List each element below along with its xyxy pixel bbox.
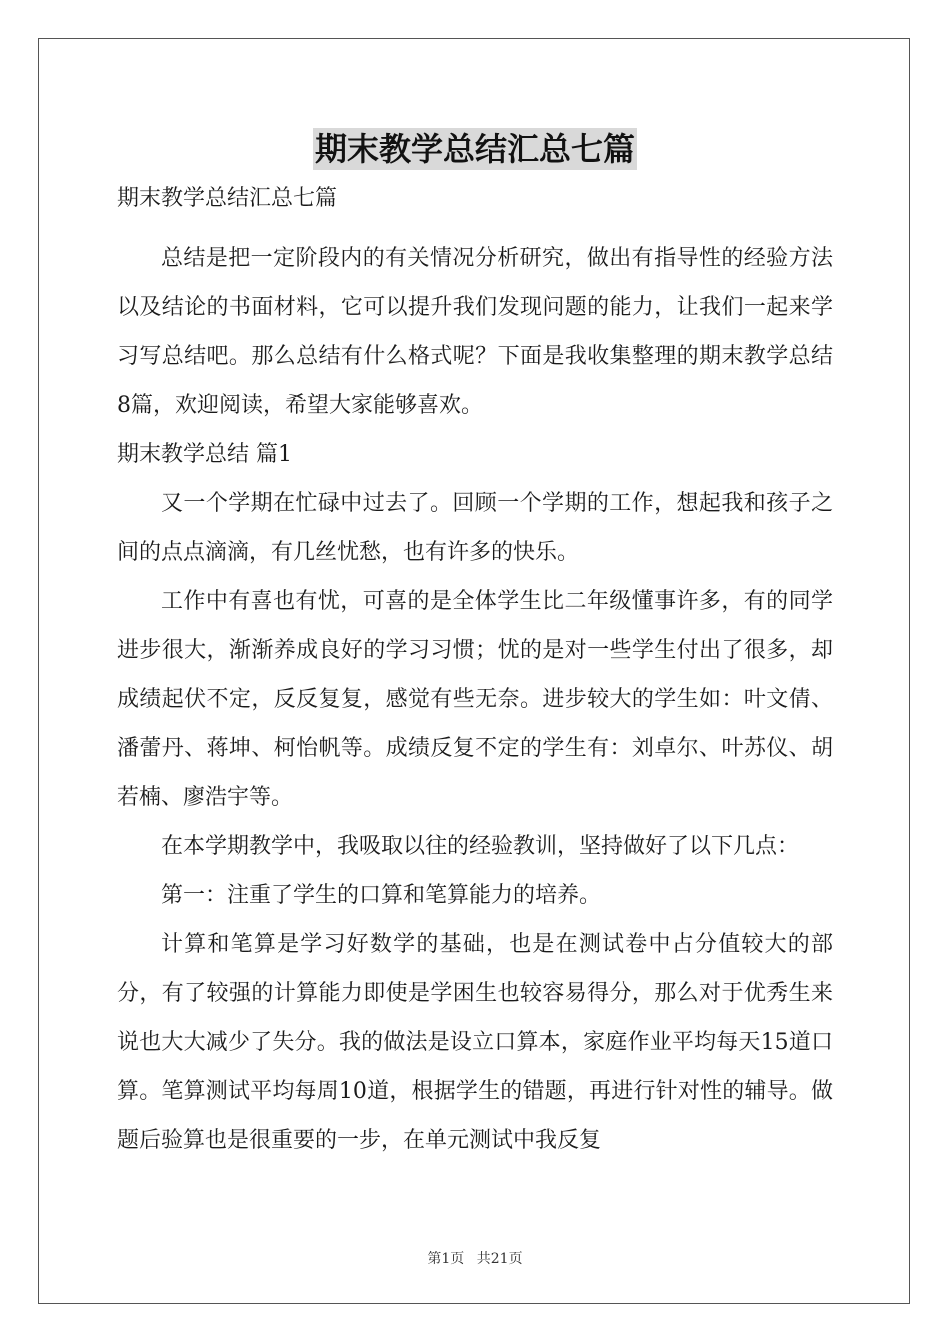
- document-title-text: 期末教学总结汇总七篇: [314, 130, 635, 168]
- body-paragraph-2: 工作中有喜也有忧，可喜的是全体学生比二年级懂事许多，有的同学进步很大，渐渐养成良好的学习习惯；忧的是对一些学生付出了很多，却成绩起伏不定，反反复复，感觉有些无奈。进步较大的学生如：叶文倩、潘蕾丹、蒋坤、柯怡帆等。成绩反复不定的学生有：刘卓尔、叶苏仪、胡若楠、廖浩宇等。: [117, 589, 833, 810]
- page-total: 共21页: [476, 1251, 523, 1267]
- body-paragraph-4: 第一：注重了学生的口算和笔算能力的培养。: [161, 883, 602, 908]
- intro-paragraph: 总结是把一定阶段内的有关情况分析研究，做出有指导性的经验方法以及结论的书面材料，它可以提升我们发现问题的能力，让我们一起来学习写总结吧。那么总结有什么格式呢？下面是我收集整理的期末教学总结8篇，欢迎阅读，希望大家能够喜欢。: [117, 246, 833, 418]
- document-title: [0, 128, 950, 170]
- page-number: 第1页: [427, 1251, 465, 1267]
- document-subtitle: 期末教学总结汇总七篇: [117, 186, 338, 211]
- document-body: [117, 180, 833, 1165]
- body-paragraph-1: 又一个学期在忙碌中过去了。回顾一个学期的工作，想起我和孩子之间的点点滴滴，有几丝忧愁，也有许多的快乐。: [117, 491, 833, 565]
- body-paragraph-5: 计算和笔算是学习好数学的基础，也是在测试卷中占分值较大的部分，有了较强的计算能力即使是学困生也较容易得分，那么对于优秀生来说也大大减少了失分。我的做法是设立口算本，家庭作业平均每天15道口算。笔算测试平均每周10道，根据学生的错题，再进行针对性的辅导。做题后验算也是很重要的一步，在单元测试中我反复: [117, 932, 833, 1153]
- section-heading: 期末教学总结 篇1: [117, 442, 292, 467]
- body-paragraph-3: 在本学期教学中，我吸取以往的经验教训，坚持做好了以下几点：: [161, 834, 800, 859]
- page-footer: [0, 1248, 950, 1268]
